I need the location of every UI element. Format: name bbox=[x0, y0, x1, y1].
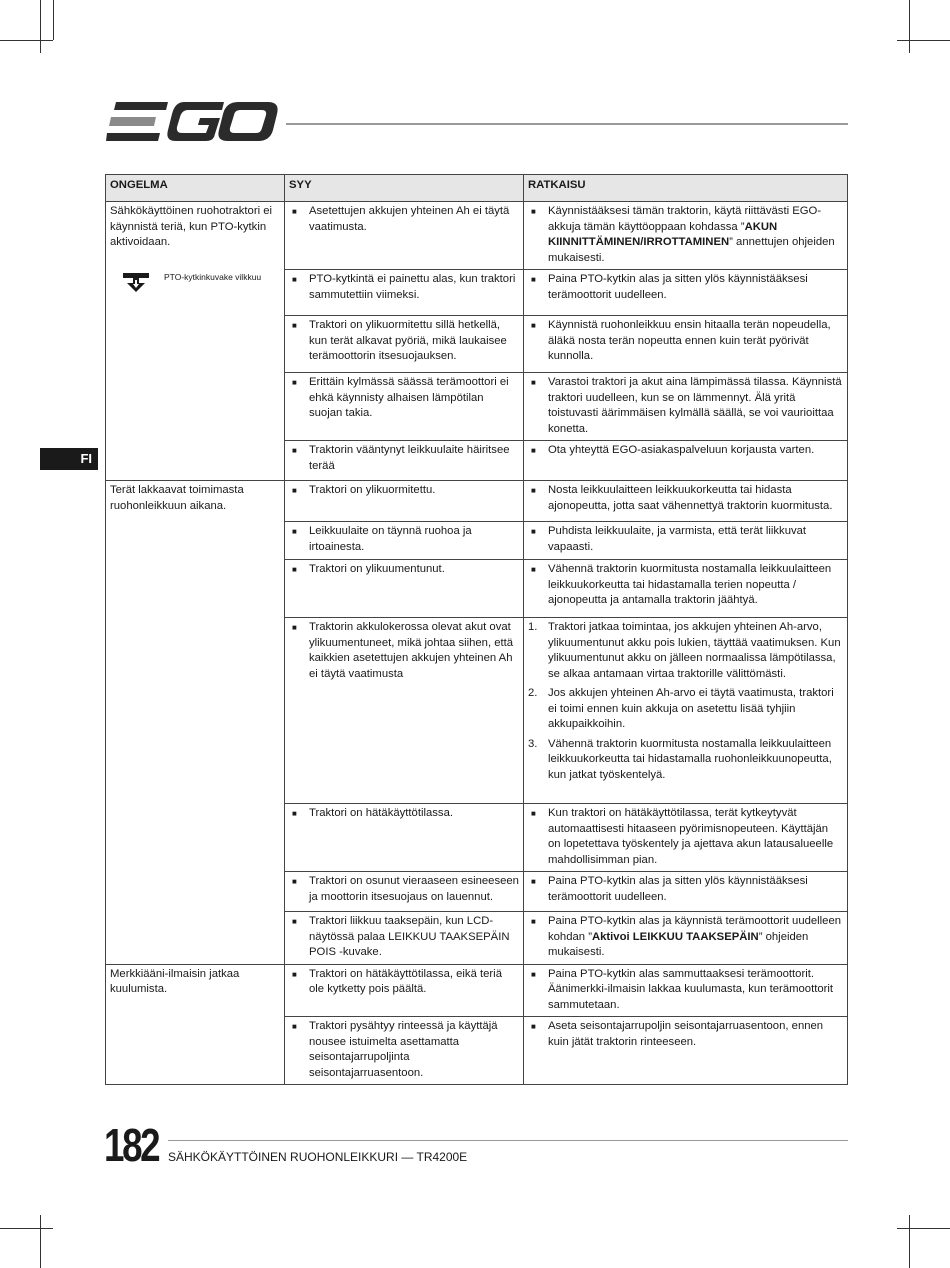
solution-text: ■ Paina PTO-kytkin alas ja sitten ylös käynnistääksesi terämoottorit uudelleen. bbox=[528, 874, 843, 905]
solution-text: ■ Varastoi traktori ja akut aina lämpimässä tilassa. Käynnistä traktori uudelleen, kun se on lämmennyt. Älä yritä toistuvasti äärimmäisen kylmällä säällä, se voi vaurioittaa konetta. bbox=[528, 375, 843, 437]
cause-cell bbox=[285, 804, 524, 872]
solution-text: ■ Paina PTO-kytkin alas sammuttaaksesi terämoottorit. Äänimerkki-ilmaisin lakkaa kuulumasta, kun terämoottorit sammutetaan. bbox=[528, 967, 843, 1014]
solution-text bbox=[528, 914, 843, 961]
solution-cell bbox=[524, 618, 848, 804]
pto-switch-icon bbox=[122, 271, 150, 293]
cause-cell bbox=[285, 373, 524, 441]
cause-text: ■ Asetettujen akkujen yhteinen Ah ei täytä vaatimusta. bbox=[289, 204, 519, 235]
cause-cell bbox=[285, 872, 524, 912]
ego-logo bbox=[106, 100, 278, 144]
solution-step bbox=[528, 686, 843, 733]
solution-text: ■ Paina PTO-kytkin alas ja sitten ylös käynnistääksesi terämoottorit uudelleen. bbox=[528, 272, 843, 303]
header-cause: SYY bbox=[285, 175, 524, 202]
step-number: 1. bbox=[528, 621, 538, 633]
step-text: Traktori jatkaa toimintaa, jos akkujen yhteinen Ah-arvo, ylikuumentunut akku pois lukien, täyttää vaatimuksen. Kun ylikuumentunut akku on jälleen normaalissa lämpötilassa, se alkaa antamaan virtaa traktorille välittömästi. bbox=[548, 621, 841, 680]
table-row bbox=[106, 964, 848, 1017]
solution-text: ■ Ota yhteyttä EGO-asiakaspalveluun korjausta varten. bbox=[528, 443, 843, 459]
problem-text: Merkkiääni-ilmaisin jatkaa kuulumista. bbox=[110, 967, 240, 995]
solution-cell bbox=[524, 202, 848, 270]
cause-text: ■ Traktori on ylikuormitettu. bbox=[289, 483, 519, 499]
cause-cell bbox=[285, 481, 524, 522]
solution-text-part: Paina PTO-kytkin alas ja käynnistä terämoottorit uudelleen kohdan ” bbox=[548, 915, 842, 943]
cause-text: ■ Traktori on ylikuormitettu sillä hetkellä, kun terät alkavat pyöriä, mikä laukaisee terämoottorin itsesuojauksen. bbox=[289, 318, 519, 365]
cause-text: ■ Traktori liikkuu taaksepäin, kun LCD-näytössä palaa LEIKKUU TAAKSEPÄIN POIS -kuvake. bbox=[289, 914, 519, 961]
solution-text: ■ Käynnistä ruohonleikkuu ensin hitaalla terän nopeudella, äläkä nosta terän nopeutta ennen kuin terät pyörivät kunnolla. bbox=[528, 318, 843, 365]
solution-reference: AKUN KIINNITTÄMINEN/IRROTTAMINEN bbox=[548, 220, 778, 248]
solution-cell bbox=[524, 522, 848, 560]
cause-cell bbox=[285, 560, 524, 618]
problem-text: Terät lakkaavat toimimasta ruohonleikkuun aikana. bbox=[110, 484, 244, 512]
solution-cell bbox=[524, 1017, 848, 1085]
step-text: Vähennä traktorin kuormitusta nostamalla leikkuulaitteen leikkuukorkeutta tai hidastamalla ruohonleikkuunopeutta, kun jatkat työskentelyä. bbox=[548, 737, 832, 781]
language-tab: FI bbox=[40, 448, 98, 470]
solution-step bbox=[528, 620, 843, 682]
problem-cell bbox=[106, 202, 285, 481]
crop-mark bbox=[897, 1228, 950, 1229]
header-problem: ONGELMA bbox=[106, 175, 285, 202]
cause-text: ■ Traktori on osunut vieraaseen esineeseen ja moottorin itsesuojaus on lauennut. bbox=[289, 874, 519, 905]
problem-cell bbox=[106, 481, 285, 965]
solution-text-part: ” annettujen ohjeiden mukaisesti. bbox=[548, 236, 835, 264]
solution-cell bbox=[524, 964, 848, 1017]
solution-cell bbox=[524, 560, 848, 618]
solution-cell bbox=[524, 912, 848, 965]
step-text: Jos akkujen yhteinen Ah-arvo ei täytä vaatimusta, traktori ei toimi ennen kuin akkuja on asetettu lisää tyhjiin akkupaikkoihin. bbox=[548, 687, 834, 730]
cause-text: ■ Traktori on hätäkäyttötilassa, eikä teriä ole kytketty pois päältä. bbox=[289, 967, 519, 998]
cause-text: ■ Leikkuulaite on täynnä ruohoa ja irtoainesta. bbox=[289, 524, 519, 555]
footer-title: SÄHKÖKÄYTTÖINEN RUOHONLEIKKURI — TR4200E bbox=[168, 1150, 468, 1164]
solution-text: ■ Vähennä traktorin kuormitusta nostamalla leikkuulaitteen leikkuukorkeutta tai hidastamalla terien nopeutta / ajonopeutta ja antamalla traktorin jäähtyä. bbox=[528, 562, 843, 609]
solution-text-part: Käynnistääksesi tämän traktorin, käytä riittävästi EGO-akkuja tämän käyttöoppaan kohdassa ” bbox=[548, 205, 822, 233]
cause-cell bbox=[285, 912, 524, 965]
table-row bbox=[106, 202, 848, 270]
solution-text: ■ Nosta leikkuulaitteen leikkuukorkeutta tai hidasta ajonopeutta, jotta saat vähennettyä traktorin kuormitusta. bbox=[528, 483, 843, 514]
problem-text: Sähkökäyttöinen ruohotraktori ei käynnistä teriä, kun PTO-kytkin aktivoidaan. bbox=[110, 205, 273, 248]
pto-icon-caption: PTO-kytkinkuvake vilkkuu bbox=[164, 271, 262, 282]
header-solution: RATKAISU bbox=[524, 175, 848, 202]
cause-text: ■ Traktorin vääntynyt leikkuulaite häiritsee terää bbox=[289, 443, 519, 474]
cause-text: ■ Traktori on ylikuumentunut. bbox=[289, 562, 519, 578]
cause-text: ■ Erittäin kylmässä säässä terämoottori ei ehkä käynnisty alhaisen lämpötilan suojan takia. bbox=[289, 375, 519, 422]
solution-cell bbox=[524, 481, 848, 522]
solution-text: ■ Aseta seisontajarrupoljin seisontajarruasentoon, ennen kuin jätät traktorin rinteeseen. bbox=[528, 1019, 843, 1050]
solution-text-part: ” ohjeiden mukaisesti. bbox=[548, 930, 809, 958]
crop-mark bbox=[40, 1215, 41, 1268]
cause-cell bbox=[285, 202, 524, 270]
crop-mark bbox=[909, 1215, 910, 1268]
table-row bbox=[106, 481, 848, 522]
header-rule bbox=[286, 123, 848, 125]
solution-cell bbox=[524, 804, 848, 872]
solution-cell bbox=[524, 373, 848, 441]
solution-cell bbox=[524, 441, 848, 481]
cause-cell bbox=[285, 1017, 524, 1085]
cause-cell bbox=[285, 316, 524, 373]
crop-mark bbox=[40, 0, 41, 53]
cause-text: ■ Traktorin akkulokerossa olevat akut ovat ylikuumentuneet, mikä johtaa siihen, että kaikkien asetettujen akkujen yhteinen Ah ei täytä vaatimusta bbox=[289, 620, 519, 682]
crop-mark bbox=[0, 1228, 53, 1229]
cause-text: ■ PTO-kytkintä ei painettu alas, kun traktori sammutettiin viimeksi. bbox=[289, 272, 519, 303]
step-number: 3. bbox=[528, 737, 538, 750]
step-number: 2. bbox=[528, 687, 538, 699]
table-header-row bbox=[106, 175, 848, 202]
cause-text: ■ Traktori on hätäkäyttötilassa. bbox=[289, 806, 519, 822]
solution-text bbox=[528, 204, 843, 266]
cause-cell bbox=[285, 618, 524, 804]
footer-rule bbox=[168, 1140, 848, 1141]
solution-step bbox=[528, 737, 843, 784]
solution-cell bbox=[524, 872, 848, 912]
crop-mark bbox=[0, 40, 53, 41]
crop-mark bbox=[909, 0, 910, 53]
crop-mark bbox=[53, 0, 54, 40]
solution-cell bbox=[524, 270, 848, 316]
pto-indicator bbox=[110, 271, 280, 293]
solution-text: ■ Kun traktori on hätäkäyttötilassa, terät kytkeytyvät automaattisesti hitaaseen pyörimisnopeuteen. Käyttäjän on lopetettava työskentely ja ajettava akun latausalueelle mahdollisimman pian. bbox=[528, 806, 843, 868]
troubleshooting-table bbox=[105, 174, 848, 1085]
solution-text: ■ Puhdista leikkuulaite, ja varmista, että terät liikkuvat vapaasti. bbox=[528, 524, 843, 555]
cause-cell bbox=[285, 441, 524, 481]
solution-cell bbox=[524, 316, 848, 373]
cause-cell bbox=[285, 964, 524, 1017]
cause-cell bbox=[285, 270, 524, 316]
cause-cell bbox=[285, 522, 524, 560]
problem-cell bbox=[106, 964, 285, 1085]
crop-mark bbox=[897, 40, 950, 41]
page-number: 182 bbox=[104, 1119, 159, 1171]
cause-text: ■ Traktori pysähtyy rinteessä ja käyttäjä nousee istuimelta asettamatta seisontajarrupoljinta seisontajarruasentoon. bbox=[289, 1019, 519, 1081]
solution-reference: Aktivoi LEIKKUU TAAKSEPÄIN bbox=[591, 930, 759, 943]
